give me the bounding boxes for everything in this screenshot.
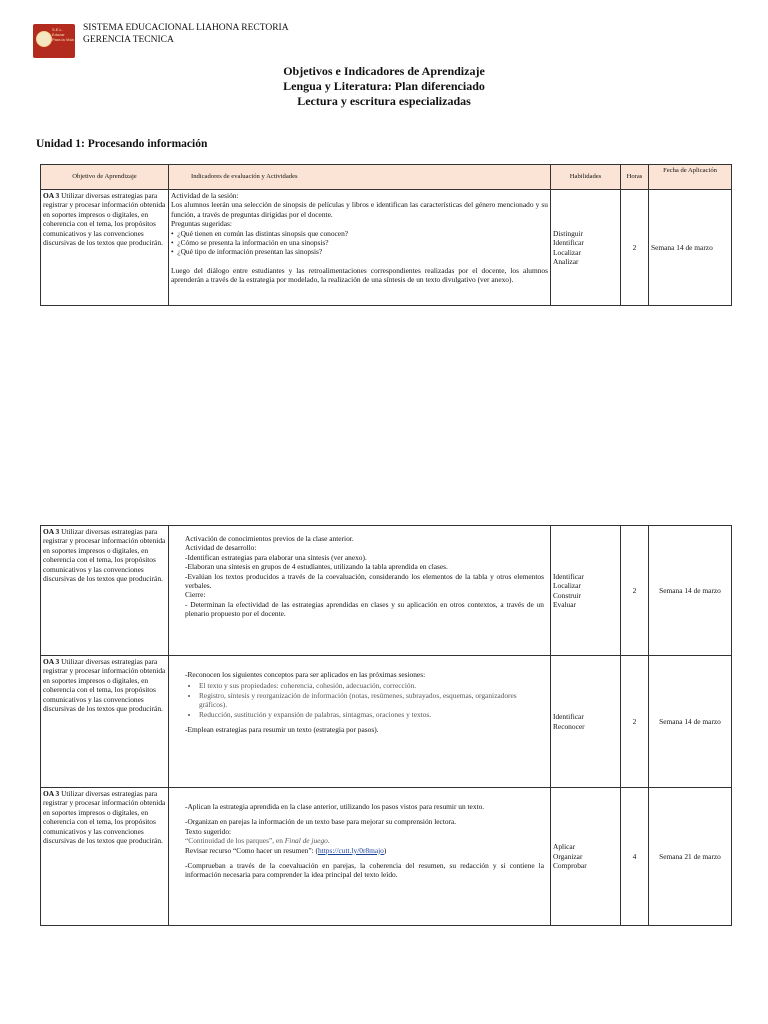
skill-item: Comprobar bbox=[553, 861, 587, 871]
logo-emblem-icon bbox=[36, 31, 52, 47]
skills-cell bbox=[551, 788, 621, 926]
skills-cell bbox=[551, 190, 621, 306]
date-cell: Semana 21 de marzo bbox=[649, 788, 732, 926]
objective-text: Utilizar diversas estrategias para registrar y procesar información obtenida en soportes impresos o digitales, en coherencia con el tema, los propósitos comunicativos y las convenciones discursivas de los textos que producirán. bbox=[43, 527, 166, 584]
activity-text: -Evalúan los textos producidos a través de la coevaluación, considerando los elementos de la tabla y otros elementos verbales. bbox=[185, 571, 544, 591]
activity-text: Cierre: bbox=[185, 590, 206, 600]
activity-text: Actividad de la sesión: bbox=[171, 191, 239, 200]
table-row bbox=[41, 526, 732, 656]
logo-text: S.E.L. Educar Para la Vida bbox=[52, 27, 74, 42]
institution-header bbox=[83, 22, 289, 46]
document-titles bbox=[0, 64, 768, 109]
title-subject: Lengua y Literatura: Plan diferenciado bbox=[283, 79, 485, 93]
skill-item: Aplicar bbox=[553, 842, 576, 852]
skill-item: Analizar bbox=[553, 256, 579, 266]
skill-item: Construir bbox=[553, 590, 581, 600]
objective-cell bbox=[41, 656, 169, 788]
date-cell: Semana 14 de marzo bbox=[649, 656, 732, 788]
question-item: • ¿Qué tipo de información presentan las sinopsis? bbox=[171, 247, 323, 257]
unit-heading: Unidad 1: Procesando información bbox=[36, 138, 208, 150]
resource-line: Revisar recurso “Como hacer un resumen”: (https://cutt.ly/0r8majo) bbox=[185, 845, 387, 855]
skill-item: Localizar bbox=[553, 581, 581, 591]
school-logo bbox=[33, 24, 75, 58]
skills-cell bbox=[551, 526, 621, 656]
department-name: GERENCIA TECNICA bbox=[83, 35, 174, 45]
objective-cell bbox=[41, 788, 169, 926]
list-item: • Registro, síntesis y reorganización de información (notas, resúmenes, subrayados, esquemas, organizadores gráficos). bbox=[199, 691, 544, 710]
skill-item: Organizar bbox=[553, 851, 583, 861]
objective-cell bbox=[41, 526, 169, 656]
institution-name: SISTEMA EDUCACIONAL LIAHONA RECTORIA bbox=[83, 23, 289, 33]
activity-text: -Elaboran una síntesis en grupos de 4 estudiantes, utilizando la tabla aprendida en clases. bbox=[185, 562, 448, 572]
activity-text: -Reconocen los siguientes conceptos para ser aplicados en las próximas sesiones: bbox=[185, 670, 426, 679]
title-course: Lectura y escritura especializadas bbox=[297, 94, 471, 108]
header-fecha: Fecha de Aplicación bbox=[649, 165, 732, 190]
objective-code: OA 3 bbox=[43, 657, 60, 666]
date-cell: Semana 14 de marzo bbox=[649, 526, 732, 656]
objective-text: Utilizar diversas estrategias para registrar y procesar información obtenida en soportes impresos o digitales, en coherencia con el tema, los propósitos comunicativos y las convenciones discursivas de los textos que producirán. bbox=[43, 191, 166, 248]
activity-text: Luego del diálogo entre estudiantes y las retroalimentaciones correspondientes realizadas por el docente, los alumnos aprenderán a través de la estrategia por modelado, la realización de una síntesis de un texto divulgativo (ver anexo). bbox=[171, 265, 548, 285]
objective-code: OA 3 bbox=[43, 789, 60, 798]
activities-cell bbox=[169, 788, 551, 926]
suggested-text: “Continuidad de los parques”, en Final de juego. bbox=[185, 836, 330, 846]
activity-text: Preguntas sugeridas: bbox=[171, 219, 232, 229]
list-item: • El texto y sus propiedades: coherencia, cohesión, adecuación, corrección. bbox=[199, 681, 544, 690]
activity-text: - Determinan la efectividad de las estrategias aprendidas en clases y su aplicación en otros contextos, a través de un plenario propuesto por el docente. bbox=[185, 599, 544, 619]
activity-text: -Identifican estrategias para elaborar una síntesis (ver anexo). bbox=[185, 552, 367, 562]
objective-text: Utilizar diversas estrategias para registrar y procesar información obtenida en soportes impresos o digitales, en coherencia con el tema, los propósitos comunicativos y las convenciones discursivas de los textos que producirán. bbox=[43, 789, 166, 846]
header-indicadores: Indicadores de evaluación y Actividades bbox=[169, 165, 551, 190]
header-objetivo: Objetivo de Aprendizaje bbox=[41, 165, 169, 190]
skill-item: Evaluar bbox=[553, 599, 576, 609]
objectives-table bbox=[40, 164, 732, 306]
activity-text: Activación de conocimientos previos de la clase anterior. bbox=[185, 534, 354, 543]
activities-cell bbox=[169, 656, 551, 788]
hours-cell: 2 bbox=[621, 190, 649, 306]
header-habilidades: Habilidades bbox=[551, 165, 621, 190]
concept-list bbox=[199, 681, 544, 719]
activity-text: -Comprueban a través de la coevaluación en parejas, la coherencia del resumen, su redacción y si contiene la información necesaria para comprender la idea principal del texto leído. bbox=[185, 861, 544, 880]
table-row bbox=[41, 190, 732, 306]
activities-cell bbox=[169, 526, 551, 656]
resource-link[interactable]: https://cutt.ly/0r8majo bbox=[317, 845, 384, 855]
objective-code: OA 3 bbox=[43, 527, 60, 536]
skills-cell bbox=[551, 656, 621, 788]
skill-item: Identificar bbox=[553, 571, 584, 581]
skill-item: Reconocer bbox=[553, 721, 585, 731]
hours-cell: 2 bbox=[621, 656, 649, 788]
activity-text: -Emplean estrategias para resumir un texto (estrategia por pasos). bbox=[185, 725, 379, 735]
activities-cell bbox=[169, 190, 551, 306]
header-horas: Horas bbox=[621, 165, 649, 190]
date-cell: Semana 14 de marzo bbox=[649, 190, 732, 306]
question-item: • ¿Cómo se presenta la información en una sinopsis? bbox=[171, 238, 329, 248]
skill-item: Identificar bbox=[553, 238, 584, 248]
hours-cell: 2 bbox=[621, 526, 649, 656]
objective-text: Utilizar diversas estrategias para registrar y procesar información obtenida en soportes impresos o digitales, en coherencia con el tema, los propósitos comunicativos y las convenciones discursivas de los textos que producirán. bbox=[43, 657, 166, 714]
table-row bbox=[41, 656, 732, 788]
title-main: Objetivos e Indicadores de Aprendizaje bbox=[283, 64, 485, 78]
hours-cell: 4 bbox=[621, 788, 649, 926]
objective-cell bbox=[41, 190, 169, 306]
question-item: • ¿Qué tienen en común las distintas sinopsis que conocen? bbox=[171, 228, 349, 238]
table-header-row bbox=[41, 165, 732, 190]
skill-item: Localizar bbox=[553, 247, 581, 257]
list-item: • Reducción, sustitución y expansión de palabras, sintagmas, oraciones y textos. bbox=[199, 710, 544, 719]
activity-text: Los alumnos leerán una selección de sinopsis de películas y libros e identifican las características del género mencionado y su función, a través de preguntas dirigidas por el docente. bbox=[171, 200, 548, 219]
activity-text: Actividad de desarrollo: bbox=[185, 543, 257, 553]
activity-text: -Organizan en parejas la información de un texto base para mejorar su comprensión lectora. bbox=[185, 817, 457, 827]
skill-item: Identificar bbox=[553, 712, 584, 722]
table-row bbox=[41, 788, 732, 926]
skill-item: Distinguir bbox=[553, 228, 583, 238]
objective-code: OA 3 bbox=[43, 191, 60, 200]
activity-text: Texto sugerido: bbox=[185, 826, 232, 836]
activity-text: -Aplican la estrategia aprendida en la clase anterior, utilizando los pasos vistos para resumir un texto. bbox=[185, 802, 485, 811]
objectives-table-continued bbox=[40, 525, 732, 926]
